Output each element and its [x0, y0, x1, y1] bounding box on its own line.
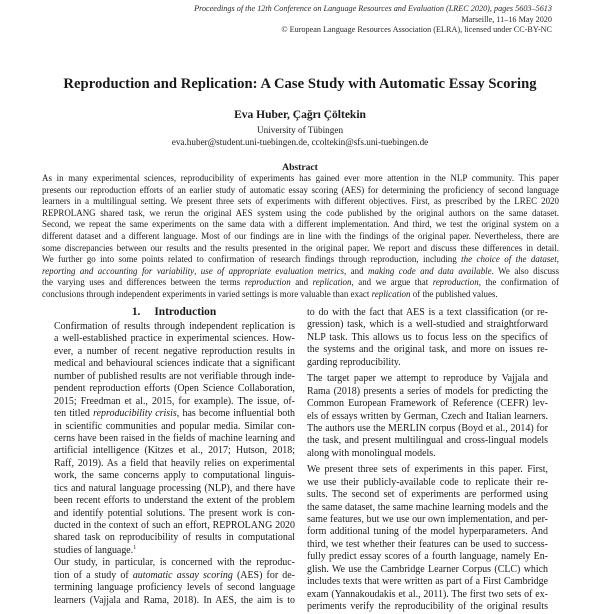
text-line: Second, we repeat the same experiments on the same data with a different implementation. And third, we test the original system on a — [42, 219, 559, 230]
text-line: the systems and the original task, and more on issues re- — [307, 344, 548, 356]
section-heading-introduction — [53, 306, 295, 318]
proceedings-header — [194, 4, 552, 36]
text-line: the same dataset, the same machine learning models and the — [307, 501, 548, 513]
text-line: cerns have been raised in the fields of machine learning and — [54, 432, 295, 444]
text-line: some discrepancies between our results and the results presented in the original paper. We report and discuss these differences in detail. — [42, 242, 559, 253]
text-line: As in many experimental sciences, reproducibility of experiments has gained ever more attention in the NLP community. This paper — [42, 173, 559, 183]
intro-left-column — [54, 321, 295, 607]
text-line: Confirmation of results through independent replication is — [54, 321, 295, 332]
text-line: a well-established practice in experimental sciences. How- — [54, 333, 295, 345]
conference-location-date: Marseille, 11–16 May 2020 — [461, 14, 552, 24]
italic-term: reproducibility crisis — [93, 408, 177, 420]
text-line: sults. The second set of experiments are performed using — [307, 489, 548, 501]
text-line: been recent efforts to understand the extent of the problem — [54, 495, 295, 507]
text-line: the varying uses and differences between the terms reproduction and replication, and we argue that reproduction, the confirmation of — [42, 277, 559, 288]
text-line: garding reproducibility. — [307, 356, 401, 368]
text-line: tion of a study of automatic assay scoring (AES) for de- — [54, 569, 295, 581]
text-line: We present three sets of experiments in this paper. First, — [307, 464, 548, 476]
text-line: Our study, in particular, is concerned with the reproduc- — [54, 557, 295, 569]
text-line: reporting and accounting for variability, use of appropriate evaluation metrics, and making code and data available. We also discuss — [42, 265, 560, 276]
text-line: artificial intelligence (Kitzes et al., 2017; Hutson, 2018; — [54, 445, 295, 457]
text-line: Rama (2018) presents a series of models for predicting the — [307, 385, 548, 397]
text-line: tics and natural language processing (NLP), and there have — [54, 482, 295, 494]
text-line: the task, and present multilingual and cross-lingual models — [307, 435, 548, 447]
text-line: learners (Vajjala and Rama, 2018). In AES, the aim is to — [54, 594, 295, 606]
text-line: pendent reproduction efforts (Open Science Collaboration, — [54, 383, 295, 395]
text-line: gression) task, which is a well-studied and straightforward — [307, 319, 548, 331]
text-line: NLP task. This allows us to focus less on the specifics of — [307, 331, 548, 343]
abstract-body — [42, 173, 559, 301]
license-notice: © European Language Resources Association (ELRA), licensed under CC-BY-NC — [281, 25, 552, 35]
section-number: 1. — [131, 306, 141, 318]
text-line: periments verify the reproducibility of the original results — [307, 601, 548, 613]
italic-term: use of appropriate evaluation metrics — [200, 265, 344, 276]
text-line: REPROLANG shared task, we rerun the original AES system using the code published by the original authors on the same dataset. — [42, 207, 559, 218]
text-line: We further go into some points related to confirmation of research findings through reproduction, including the choice of the dataset, — [42, 254, 559, 265]
text-line: in scientific communities and popular media. Similar con- — [54, 420, 295, 432]
text-line: includes texts that were written as part of a First Cambridge — [307, 576, 548, 588]
author-emails: eva.huber@student.uni-tuebingen.de, ccoltekin@sfs.uni-tuebingen.de — [171, 136, 429, 147]
text-line: The authors use the MERLIN corpus (Boyd et al., 2014) for — [307, 422, 548, 434]
footnote-marker[interactable]: 1 — [133, 544, 137, 551]
text-line: work, the same concerns apply to computational linguis- — [54, 470, 295, 482]
text-line: presents our reproduction efforts of an earlier study of automatic essay scoring (AES) for determining the proficiency of second language — [42, 184, 559, 195]
text-line: The target paper we attempt to reproduce by Vajjala and — [307, 373, 548, 385]
text-line: Raff, 2019). As a field that heavily relies on experimental — [54, 457, 295, 469]
text-line: ducted in the context of such an effort, REPROLANG 2020 — [54, 520, 295, 531]
italic-term: the choice of the dataset, — [461, 254, 559, 265]
proceedings-citation: Proceedings of the 12th Conference on Language Resources and Evaluation (LREC 2020), pages 5603–5613 — [194, 4, 552, 13]
text-line: and identify potential solutions. The present work is con- — [54, 507, 295, 519]
italic-term: making code and data available — [368, 265, 492, 276]
text-line: Common European Framework of Reference (CEFR) lev- — [307, 398, 548, 410]
text-line: form additional tuning of the model hyperparameters. And — [307, 526, 548, 538]
intro-right-column — [307, 307, 548, 614]
text-line: fully predict essay scores of a fourth language, namely En- — [307, 551, 548, 563]
text-line: shared task on reproducibility of results in computational — [54, 532, 295, 544]
italic-term: reproduction — [432, 277, 479, 288]
text-line: studies of language.$^1$ — [54, 544, 137, 556]
text-line: ten titled reproducibility crisis, has become influential both — [54, 408, 295, 420]
text-line: conclusions through independent experiments in varied settings is more valuable than exact replication of the published values. — [42, 288, 498, 299]
text-line: third, we test whether their features can be used to success- — [307, 538, 548, 550]
section-title: Introduction — [154, 306, 217, 318]
text-line: learners in a multilingual setting. We present three sets of experiments with different objectives. First, as prescribed by the LREC 2020 — [42, 196, 559, 207]
text-line: glish. We use the Cambridge Learner Corpus (CLC) which — [307, 563, 548, 575]
paper-authors: Eva Huber, Çağrı Çöltekin — [234, 109, 366, 121]
text-line: same features, but we use our own implementation, and per- — [307, 514, 548, 525]
text-line: number of published results are not verifiable through inde- — [54, 370, 295, 382]
text-line: els of essays written by German, Czech and Italian learners. — [307, 410, 548, 422]
text-line: medical and behavioural sciences indicate that a significant — [54, 358, 295, 370]
affiliation: University of Tübingen — [256, 125, 344, 135]
text-line: along with monolingual models. — [307, 447, 436, 459]
text-line: 2015; Freedman et al., 2015, for example). The issue, of- — [54, 395, 295, 407]
italic-term: replication — [371, 288, 411, 299]
text-line: termining language proficiency levels of second language — [54, 582, 295, 594]
italic-term: reproduction — [244, 277, 291, 288]
author-affiliation-block — [0, 125, 600, 148]
text-line: to do with the fact that AES is a text classification (or re- — [307, 307, 548, 318]
italic-term: reporting and accounting for variability — [42, 265, 195, 276]
text-line: we use their publicly-available code to replicate their re- — [307, 476, 548, 488]
text-line: ever, a number of recent negative reproduction results in — [54, 345, 295, 357]
text-line: different dataset and a different language. Most of our findings are in line with the findings of the original paper. Nevertheless, there are — [42, 230, 559, 241]
text-line: exam (Yannakoudakis et al., 2011). The first two sets of ex- — [307, 588, 548, 600]
abstract-heading: Abstract — [282, 162, 318, 173]
italic-term: replication — [312, 277, 352, 288]
italic-term: automatic assay scoring — [132, 569, 233, 581]
paper-title: Reproduction and Replication: A Case Study with Automatic Essay Scoring — [63, 76, 537, 92]
